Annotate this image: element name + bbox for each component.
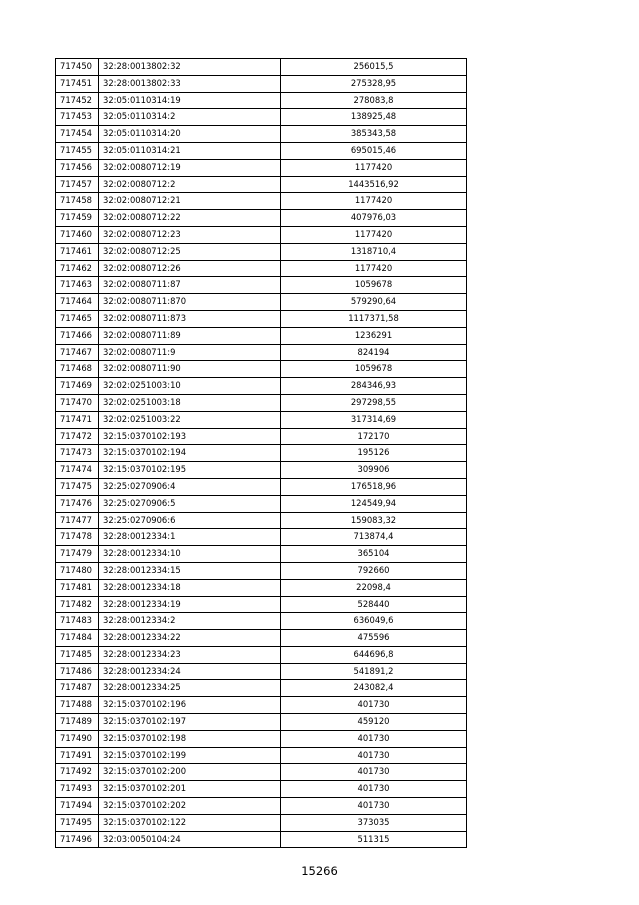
row-id-cell: 717467 (56, 344, 99, 361)
row-id-cell: 717482 (56, 596, 99, 613)
row-id-cell: 717492 (56, 764, 99, 781)
row-id-cell: 717493 (56, 781, 99, 798)
cadastral-number-cell: 32:28:0012334:18 (99, 579, 281, 596)
row-id-cell: 717478 (56, 529, 99, 546)
cadastral-value-cell: 401730 (281, 764, 467, 781)
cadastral-value-table (55, 58, 467, 848)
table-row (56, 361, 467, 378)
table-row (56, 462, 467, 479)
cadastral-number-cell: 32:28:0012334:23 (99, 646, 281, 663)
cadastral-value-cell: 401730 (281, 697, 467, 714)
cadastral-number-cell: 32:28:0012334:22 (99, 630, 281, 647)
row-id-cell: 717460 (56, 226, 99, 243)
table-body (56, 59, 467, 848)
cadastral-number-cell: 32:28:0012334:25 (99, 680, 281, 697)
cadastral-number-cell: 32:28:0012334:15 (99, 562, 281, 579)
cadastral-value-cell: 1059678 (281, 277, 467, 294)
cadastral-value-cell: 475596 (281, 630, 467, 647)
cadastral-number-cell: 32:03:0050104:24 (99, 831, 281, 848)
cadastral-value-cell: 1443516,92 (281, 176, 467, 193)
cadastral-number-cell: 32:25:0270906:6 (99, 512, 281, 529)
cadastral-value-cell: 195126 (281, 445, 467, 462)
cadastral-value-cell: 1177420 (281, 159, 467, 176)
table-row (56, 176, 467, 193)
row-id-cell: 717484 (56, 630, 99, 647)
cadastral-value-cell: 407976,03 (281, 210, 467, 227)
row-id-cell: 717472 (56, 428, 99, 445)
row-id-cell: 717470 (56, 394, 99, 411)
page-number: 15266 (301, 864, 338, 878)
row-id-cell: 717461 (56, 243, 99, 260)
cadastral-value-cell: 365104 (281, 546, 467, 563)
table-row (56, 730, 467, 747)
cadastral-number-cell: 32:15:0370102:197 (99, 714, 281, 731)
cadastral-value-cell: 644696,8 (281, 646, 467, 663)
table-row (56, 260, 467, 277)
table-row (56, 478, 467, 495)
table-row (56, 411, 467, 428)
row-id-cell: 717473 (56, 445, 99, 462)
row-id-cell: 717479 (56, 546, 99, 563)
table-row (56, 814, 467, 831)
cadastral-number-cell: 32:05:0110314:19 (99, 92, 281, 109)
cadastral-value-cell: 1236291 (281, 327, 467, 344)
cadastral-value-cell: 1177420 (281, 193, 467, 210)
cadastral-value-cell: 401730 (281, 781, 467, 798)
cadastral-number-cell: 32:15:0370102:198 (99, 730, 281, 747)
table-row (56, 59, 467, 76)
row-id-cell: 717480 (56, 562, 99, 579)
cadastral-number-cell: 32:02:0080712:26 (99, 260, 281, 277)
row-id-cell: 717453 (56, 109, 99, 126)
table-row (56, 210, 467, 227)
cadastral-value-cell: 1117371,58 (281, 310, 467, 327)
table-row (56, 75, 467, 92)
cadastral-value-cell: 695015,46 (281, 142, 467, 159)
table-row (56, 512, 467, 529)
row-id-cell: 717465 (56, 310, 99, 327)
cadastral-value-cell: 792660 (281, 562, 467, 579)
cadastral-number-cell: 32:15:0370102:199 (99, 747, 281, 764)
table-row (56, 764, 467, 781)
row-id-cell: 717455 (56, 142, 99, 159)
cadastral-number-cell: 32:02:0080711:873 (99, 310, 281, 327)
cadastral-number-cell: 32:02:0080711:9 (99, 344, 281, 361)
cadastral-number-cell: 32:02:0080712:25 (99, 243, 281, 260)
cadastral-value-cell: 317314,69 (281, 411, 467, 428)
row-id-cell: 717468 (56, 361, 99, 378)
table-row (56, 714, 467, 731)
row-id-cell: 717451 (56, 75, 99, 92)
row-id-cell: 717450 (56, 59, 99, 76)
table-row (56, 243, 467, 260)
cadastral-value-cell: 138925,48 (281, 109, 467, 126)
cadastral-number-cell: 32:02:0080712:22 (99, 210, 281, 227)
table-row (56, 193, 467, 210)
cadastral-number-cell: 32:28:0013802:33 (99, 75, 281, 92)
cadastral-value-cell: 256015,5 (281, 59, 467, 76)
cadastral-number-cell: 32:02:0080711:90 (99, 361, 281, 378)
cadastral-number-cell: 32:15:0370102:196 (99, 697, 281, 714)
table-row (56, 546, 467, 563)
cadastral-number-cell: 32:15:0370102:193 (99, 428, 281, 445)
row-id-cell: 717491 (56, 747, 99, 764)
cadastral-number-cell: 32:28:0012334:10 (99, 546, 281, 563)
cadastral-value-cell: 309906 (281, 462, 467, 479)
cadastral-number-cell: 32:15:0370102:195 (99, 462, 281, 479)
row-id-cell: 717485 (56, 646, 99, 663)
cadastral-number-cell: 32:02:0080712:21 (99, 193, 281, 210)
table-row (56, 92, 467, 109)
row-id-cell: 717489 (56, 714, 99, 731)
cadastral-value-cell: 124549,94 (281, 495, 467, 512)
cadastral-number-cell: 32:02:0080711:87 (99, 277, 281, 294)
row-id-cell: 717475 (56, 478, 99, 495)
cadastral-number-cell: 32:15:0370102:202 (99, 798, 281, 815)
cadastral-number-cell: 32:25:0270906:5 (99, 495, 281, 512)
cadastral-number-cell: 32:15:0370102:201 (99, 781, 281, 798)
row-id-cell: 717456 (56, 159, 99, 176)
cadastral-number-cell: 32:28:0013802:32 (99, 59, 281, 76)
row-id-cell: 717477 (56, 512, 99, 529)
cadastral-value-cell: 243082,4 (281, 680, 467, 697)
table-row (56, 327, 467, 344)
row-id-cell: 717487 (56, 680, 99, 697)
cadastral-number-cell: 32:15:0370102:122 (99, 814, 281, 831)
row-id-cell: 717454 (56, 126, 99, 143)
table-row (56, 697, 467, 714)
row-id-cell: 717469 (56, 378, 99, 395)
cadastral-value-cell: 511315 (281, 831, 467, 848)
cadastral-number-cell: 32:15:0370102:200 (99, 764, 281, 781)
table-row (56, 680, 467, 697)
cadastral-number-cell: 32:28:0012334:1 (99, 529, 281, 546)
row-id-cell: 717488 (56, 697, 99, 714)
table-row (56, 646, 467, 663)
cadastral-value-cell: 1177420 (281, 226, 467, 243)
table-row (56, 126, 467, 143)
row-id-cell: 717496 (56, 831, 99, 848)
cadastral-value-cell: 401730 (281, 747, 467, 764)
cadastral-value-cell: 278083,8 (281, 92, 467, 109)
cadastral-value-cell: 459120 (281, 714, 467, 731)
row-id-cell: 717494 (56, 798, 99, 815)
cadastral-value-cell: 385343,58 (281, 126, 467, 143)
table-row (56, 294, 467, 311)
row-id-cell: 717458 (56, 193, 99, 210)
table-row (56, 226, 467, 243)
cadastral-value-cell: 159083,32 (281, 512, 467, 529)
table-row (56, 831, 467, 848)
row-id-cell: 717471 (56, 411, 99, 428)
cadastral-value-cell: 541891,2 (281, 663, 467, 680)
cadastral-value-cell: 401730 (281, 730, 467, 747)
cadastral-value-cell: 373035 (281, 814, 467, 831)
cadastral-number-cell: 32:05:0110314:2 (99, 109, 281, 126)
cadastral-value-cell: 401730 (281, 798, 467, 815)
cadastral-value-cell: 713874,4 (281, 529, 467, 546)
table-row (56, 344, 467, 361)
cadastral-number-cell: 32:28:0012334:2 (99, 613, 281, 630)
row-id-cell: 717481 (56, 579, 99, 596)
row-id-cell: 717464 (56, 294, 99, 311)
row-id-cell: 717459 (56, 210, 99, 227)
cadastral-value-cell: 1059678 (281, 361, 467, 378)
table-row (56, 613, 467, 630)
cadastral-value-cell: 1318710,4 (281, 243, 467, 260)
table-row (56, 277, 467, 294)
cadastral-number-cell: 32:02:0080712:23 (99, 226, 281, 243)
cadastral-number-cell: 32:02:0080711:89 (99, 327, 281, 344)
cadastral-number-cell: 32:05:0110314:21 (99, 142, 281, 159)
cadastral-number-cell: 32:02:0251003:10 (99, 378, 281, 395)
cadastral-value-cell: 284346,93 (281, 378, 467, 395)
row-id-cell: 717462 (56, 260, 99, 277)
row-id-cell: 717476 (56, 495, 99, 512)
cadastral-value-cell: 579290,64 (281, 294, 467, 311)
row-id-cell: 717486 (56, 663, 99, 680)
cadastral-value-cell: 1177420 (281, 260, 467, 277)
table-row (56, 579, 467, 596)
table-row (56, 596, 467, 613)
cadastral-number-cell: 32:28:0012334:24 (99, 663, 281, 680)
table-row (56, 529, 467, 546)
table-row (56, 142, 467, 159)
row-id-cell: 717463 (56, 277, 99, 294)
cadastral-value-cell: 528440 (281, 596, 467, 613)
table-row (56, 378, 467, 395)
table-row (56, 394, 467, 411)
row-id-cell: 717490 (56, 730, 99, 747)
table-row (56, 798, 467, 815)
cadastral-value-cell: 172170 (281, 428, 467, 445)
row-id-cell: 717457 (56, 176, 99, 193)
row-id-cell: 717452 (56, 92, 99, 109)
cadastral-value-cell: 176518,96 (281, 478, 467, 495)
table-row (56, 663, 467, 680)
cadastral-value-cell: 824194 (281, 344, 467, 361)
table-row (56, 630, 467, 647)
cadastral-number-cell: 32:25:0270906:4 (99, 478, 281, 495)
row-id-cell: 717466 (56, 327, 99, 344)
cadastral-number-cell: 32:05:0110314:20 (99, 126, 281, 143)
cadastral-number-cell: 32:28:0012334:19 (99, 596, 281, 613)
table-row (56, 781, 467, 798)
table-row (56, 562, 467, 579)
cadastral-number-cell: 32:15:0370102:194 (99, 445, 281, 462)
table-row (56, 445, 467, 462)
cadastral-value-cell: 636049,6 (281, 613, 467, 630)
cadastral-value-cell: 275328,95 (281, 75, 467, 92)
cadastral-number-cell: 32:02:0080711:870 (99, 294, 281, 311)
table-row (56, 495, 467, 512)
cadastral-number-cell: 32:02:0080712:2 (99, 176, 281, 193)
cadastral-value-cell: 297298,55 (281, 394, 467, 411)
row-id-cell: 717495 (56, 814, 99, 831)
cadastral-number-cell: 32:02:0251003:22 (99, 411, 281, 428)
cadastral-value-cell: 22098,4 (281, 579, 467, 596)
cadastral-number-cell: 32:02:0251003:18 (99, 394, 281, 411)
row-id-cell: 717483 (56, 613, 99, 630)
row-id-cell: 717474 (56, 462, 99, 479)
table-row (56, 747, 467, 764)
table-row (56, 159, 467, 176)
table-row (56, 109, 467, 126)
table-row (56, 310, 467, 327)
cadastral-number-cell: 32:02:0080712:19 (99, 159, 281, 176)
table-row (56, 428, 467, 445)
